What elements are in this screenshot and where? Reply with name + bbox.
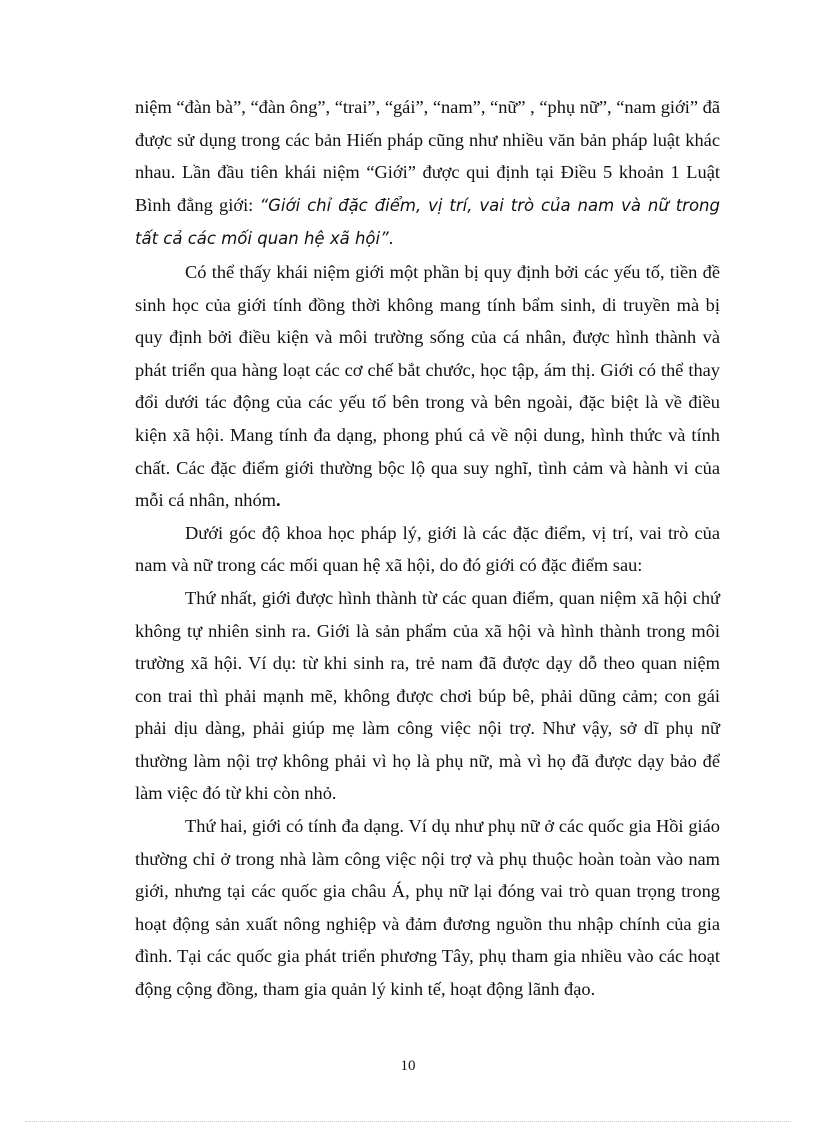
gender-definition-quote: “Giới chỉ đặc điểm, vị trí, vai trò của nam và nữ trong tất cả các mối quan hệ xã hội” [135,195,720,249]
paragraph-4: Thứ nhất, giới được hình thành từ các quan điểm, quan niệm xã hội chứ không tự nhiên sinh ra. Giới là sản phẩm của xã hội và hình thành trong môi trường xã hội. Ví dụ: từ khi sinh ra, trẻ nam đã được dạy dỗ theo quan niệm con trai thì phải mạnh mẽ, không được chơi búp bê, phải dũng cảm; con gái phải dịu dàng, phải giúp mẹ làm công việc nội trợ. Như vậy, sở dĩ phụ nữ thường làm nội trợ không phải vì họ là phụ nữ, mà vì họ đã được dạy bảo để làm việc đó từ khi còn nhỏ. [135,587,720,804]
paragraph-1-end: . [388,228,394,249]
paragraph-2-end: . [275,490,281,511]
paragraph-5: Thứ hai, giới có tính đa dạng. Ví dụ như phụ nữ ở các quốc gia Hồi giáo thường chỉ ở trong nhà làm công việc nội trợ và phụ thuộc hoàn toàn vào nam giới, nhưng tại các quốc gia châu Á, phụ nữ lại đóng vai trò quan trọng trong hoạt động sản xuất nông nghiệp và đảm đương nguồn thu nhập chính của gia đình. Tại các quốc gia phát triển phương Tây, phụ tham gia nhiều vào các hoạt động cộng đồng, tham gia quản lý kinh tế, hoạt động lãnh đạo. [135,816,720,1000]
page-bottom-divider [25,1121,791,1122]
paragraph-3: Dưới góc độ khoa học pháp lý, giới là các đặc điểm, vị trí, vai trò của nam và nữ trong các mối quan hệ xã hội, do đó giới có đặc điểm sau: [135,522,720,576]
paragraph-2 [135,256,720,517]
paragraph-1-text: niệm “đàn bà”, “đàn ông”, “trai”, “gái”, “nam”, “nữ” , “phụ nữ”, “nam giới” đã được sử dụng trong các bản Hiến pháp cũng như nhiều văn bản pháp luật khác nhau. Lần đầu tiên khái niệm “Giới” được qui định tại Điều 5 khoản 1 Luật Bình đẳng giới: [135,97,720,215]
page-number: 10 [400,1058,416,1074]
page-body [135,91,720,1006]
paragraph-1 [135,91,720,256]
paragraph-2-text: Có thể thấy khái niệm giới một phần bị quy định bởi các yếu tố, tiền đề sinh học của giới tính đồng thời không mang tính bẩm sinh, di truyền mà bị quy định bởi điều kiện và môi trường sống của cá nhân, được hình thành và phát triển qua hàng loạt các cơ chế bắt chước, học tập, ám thị. Giới có thể thay đổi dưới tác động của các yếu tố bên trong và bên ngoài, đặc biệt là về điều kiện xã hội. Mang tính đa dạng, phong phú cả về nội dung, hình thức và tính chất. Các đặc điểm giới thường bộc lộ qua suy nghĩ, tình cảm và hành vi của mỗi cá nhân, nhóm [135,261,720,511]
